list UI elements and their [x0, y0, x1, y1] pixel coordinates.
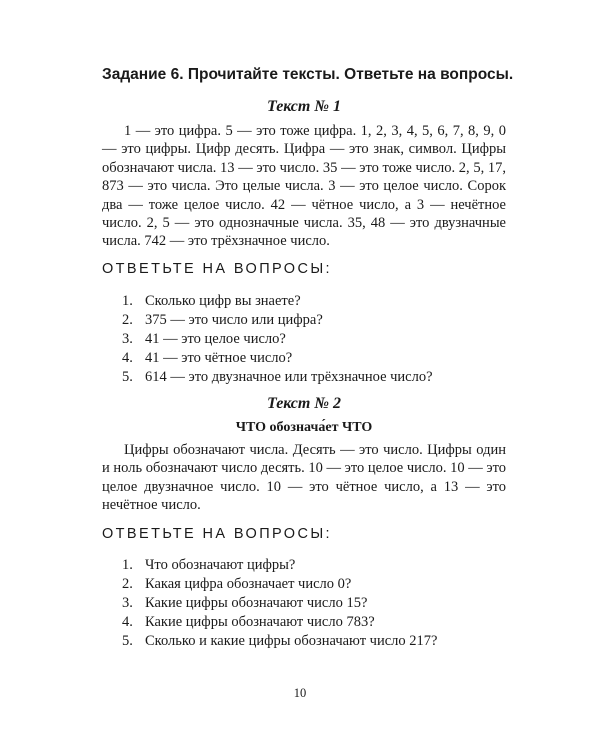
- list-item: [122, 594, 506, 613]
- question-number: 5.: [122, 369, 133, 385]
- text2-paragraph: Цифры обозначают числа. Десять — это число. Цифры один и ноль обозначают число десять. 10 — это целое число. 10 — это целое двузначное число. 10 — это чётное число, а 13 — это нечётное число.: [102, 442, 506, 514]
- question-text: Сколько и какие цифры обозначают число 217?: [145, 633, 438, 649]
- list-item: [122, 311, 506, 330]
- text2-subtitle: ЧТО обознача́ет ЧТО: [235, 420, 373, 435]
- question-text: Что обозначают цифры?: [145, 557, 296, 573]
- text1-question-list: [122, 292, 506, 387]
- question-number: 4.: [122, 614, 133, 630]
- question-text: 41 — это чётное число?: [145, 350, 293, 366]
- list-item: [122, 575, 506, 594]
- page-number: 10: [293, 686, 307, 700]
- list-item: [122, 632, 506, 651]
- list-item: [122, 368, 506, 387]
- question-number: 3.: [122, 595, 133, 611]
- list-item: [122, 330, 506, 349]
- question-number: 3.: [122, 331, 133, 347]
- list-item: [122, 613, 506, 632]
- text2-questions-heading: ОТВЕТЬТЕ НА ВОПРОСЫ:: [102, 526, 332, 542]
- list-item: [122, 556, 506, 575]
- question-text: 614 — это двузначное или трёхзначное число?: [145, 369, 433, 385]
- question-number: 2.: [122, 312, 133, 328]
- question-text: Какие цифры обозначают число 783?: [145, 614, 375, 630]
- text2-question-list: [122, 556, 506, 651]
- list-item: [122, 292, 506, 311]
- question-text: 375 — это число или цифра?: [145, 312, 323, 328]
- text2-title: Текст № 2: [267, 395, 341, 412]
- list-item: [122, 349, 506, 368]
- text1-questions-heading: ОТВЕТЬТЕ НА ВОПРОСЫ:: [102, 261, 332, 277]
- question-number: 2.: [122, 576, 133, 592]
- question-number: 4.: [122, 350, 133, 366]
- question-text: Какие цифры обозначают число 15?: [145, 595, 368, 611]
- question-text: Сколько цифр вы знаете?: [145, 293, 301, 309]
- task-title: Задание 6. Прочитайте тексты. Ответьте на вопросы.: [102, 66, 514, 83]
- question-number: 5.: [122, 633, 133, 649]
- question-number: 1.: [122, 293, 133, 309]
- text1-title: Текст № 1: [267, 98, 341, 115]
- text1-paragraph: 1 — это цифра. 5 — это тоже цифра. 1, 2, 3, 4, 5, 6, 7, 8, 9, 0 — это цифры. Цифр десять. Цифра — это знак, символ. Цифры обозначают числа. 13 — это число. 35 — это тоже число. 2, 5, 17, 873 — это числа. Это целые числа. 3 — это целое число. Сорок два — тоже целое число. 42 — чётное число, а 3 — нечётное число. 2, 5 — это однозначные числа. 35, 48 — это двузначные числа. 742 — это трёхзначное число.: [102, 123, 506, 250]
- question-number: 1.: [122, 557, 133, 573]
- question-text: Какая цифра обозначает число 0?: [145, 576, 352, 592]
- question-text: 41 — это целое число?: [145, 331, 286, 347]
